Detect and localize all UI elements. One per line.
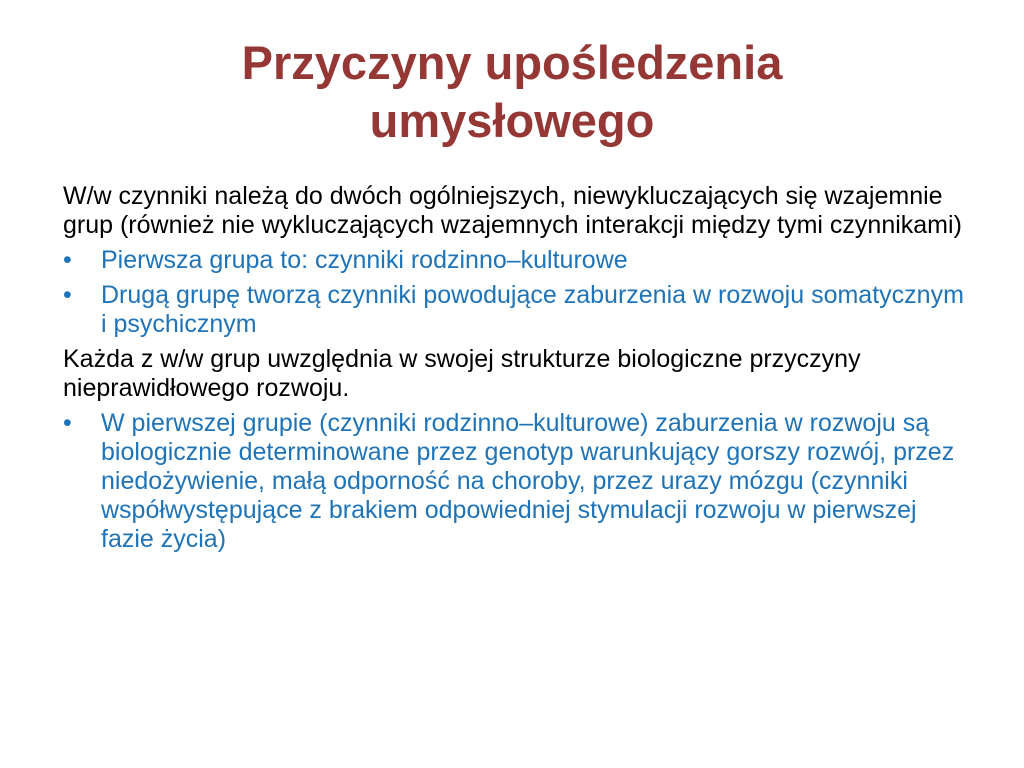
slide-title — [0, 34, 1024, 150]
slide-title-line-1: Przyczyny upośledzenia — [241, 36, 783, 89]
bullet-point-icon: • — [63, 409, 72, 437]
bullet-point-icon: • — [63, 281, 72, 309]
slide-title-line-2: umysłowego — [369, 94, 655, 147]
bullet-item-first-group — [63, 246, 973, 275]
bullet-point-icon: • — [63, 246, 72, 274]
bullet-text: Pierwsza grupa to: czynniki rodzinno–kulturowe — [101, 246, 628, 274]
bullet-item-second-group — [63, 281, 973, 339]
bullet-text: Drugą grupę tworzą czynniki powodujące zaburzenia w rozwoju somatycznym i psychicznym — [101, 281, 964, 338]
bullet-text: W pierwszej grupie (czynniki rodzinno–kulturowe) zaburzenia w rozwoju są biologicznie determinowane przez genotyp warunkujący gorszy rozwój, przez niedożywienie, małą odporność na choroby, przez urazy mózgu (czynniki współwystępujące z brakiem odpowiedniej stymulacji rozwoju w pierwszej fazie życia) — [101, 409, 955, 553]
second-paragraph: Każda z w/w grup uwzględnia w swojej strukturze biologiczne przyczyny nieprawidłowego rozwoju. — [63, 345, 861, 402]
slide-content — [63, 182, 973, 560]
bullet-item-first-group-biology — [63, 409, 973, 554]
intro-paragraph: W/w czynniki należą do dwóch ogólniejszych, niewykluczających się wzajemnie grup (również nie wykluczających wzajemnych interakcji między tymi czynnikami) — [63, 182, 962, 239]
